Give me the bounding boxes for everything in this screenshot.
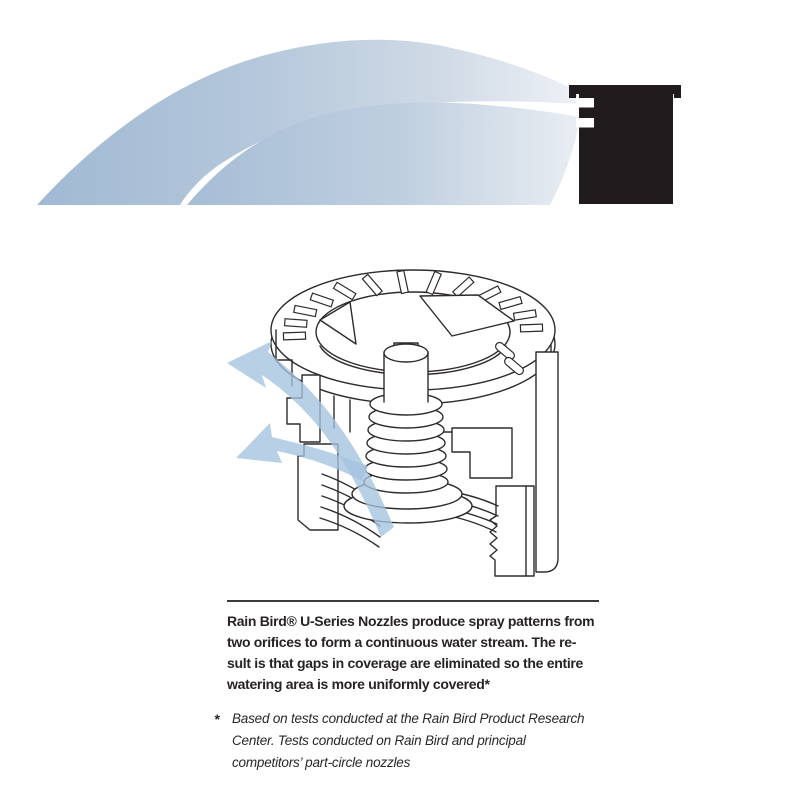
footnote-paragraph (232, 708, 584, 774)
description-line: Rain Bird® U-Series Nozzles produce spray patterns from (227, 613, 595, 629)
footnote-asterisk: * (214, 711, 220, 727)
footnote-line: Center. Tests conducted on Rain Bird and principal (232, 733, 526, 748)
threaded-inlet (490, 486, 534, 576)
description-line: two orifices to form a continuous water stream. The re- (227, 634, 577, 650)
description-line: watering area is more uniformly covered* (227, 676, 490, 692)
description-block (227, 600, 612, 695)
orifice-slot-bottom (576, 118, 594, 128)
footnote-line: competitors’ part-circle nozzles (232, 755, 411, 770)
spray-pattern-illustration (0, 0, 791, 230)
description-paragraph (227, 611, 612, 695)
description-line: sult is that gaps in coverage are eliminated so the entire (227, 655, 584, 671)
orifice-slot-top (576, 98, 594, 108)
footnote-line: Based on tests conducted at the Rain Bird Product Research (232, 711, 585, 726)
nozzle-cutaway-drawing (215, 250, 605, 600)
footnote-block (214, 708, 614, 774)
nozzle-silhouette (569, 85, 681, 204)
separator-rule (227, 600, 599, 602)
